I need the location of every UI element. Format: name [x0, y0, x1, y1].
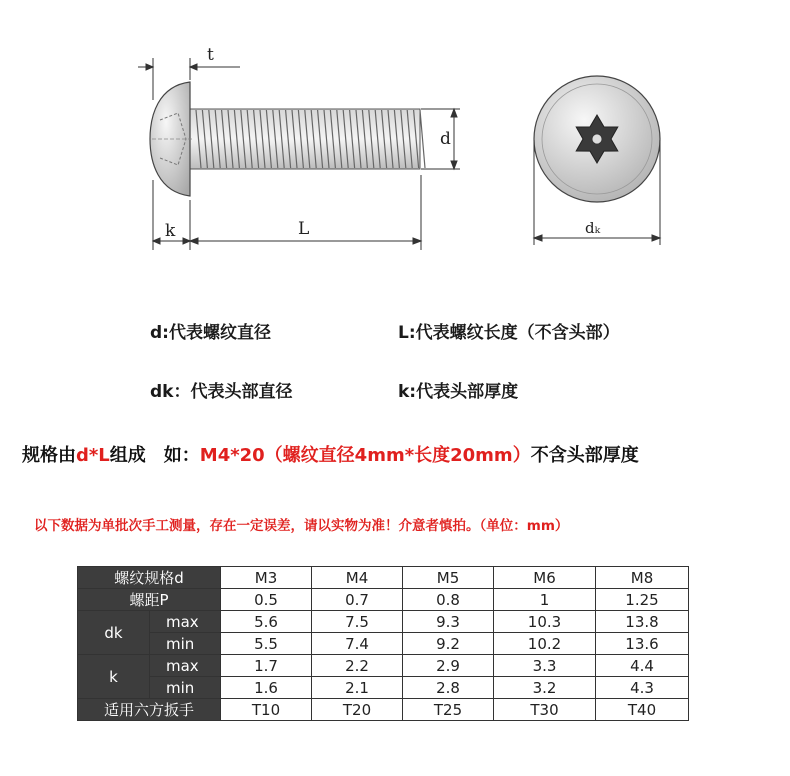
- screw-technical-drawing: [0, 0, 790, 290]
- spec-tail: 不含头部厚度: [530, 445, 639, 466]
- table-cell: T25: [403, 699, 494, 721]
- table-cell: 13.6: [596, 633, 689, 655]
- table-cell: 0.7: [312, 589, 403, 611]
- legend-L: L:代表螺纹长度（不含头部）: [398, 323, 620, 343]
- table-cell: M8: [596, 567, 689, 589]
- label-d: d: [440, 129, 451, 149]
- table-cell: 7.4: [312, 633, 403, 655]
- legend-dk: dk：代表头部直径: [150, 382, 293, 402]
- wrench-label: 适用六方扳手: [78, 699, 221, 721]
- table-cell: M5: [403, 567, 494, 589]
- size-label: 螺纹规格d: [78, 567, 221, 589]
- table-row-dk-max: [78, 611, 689, 633]
- table-row-k-min: [78, 677, 689, 699]
- table-cell: 1.7: [221, 655, 312, 677]
- table-cell: 3.3: [494, 655, 596, 677]
- table-cell: 4.4: [596, 655, 689, 677]
- table-cell: 5.5: [221, 633, 312, 655]
- pitch-label: 螺距P: [78, 589, 221, 611]
- table-cell: 1.6: [221, 677, 312, 699]
- table-row-k-max: [78, 655, 689, 677]
- table-cell: 0.8: [403, 589, 494, 611]
- label-dk: dₖ: [585, 219, 601, 237]
- label-L: L: [298, 219, 310, 239]
- table-cell: T20: [312, 699, 403, 721]
- table-cell: 3.2: [494, 677, 596, 699]
- table-cell: 5.6: [221, 611, 312, 633]
- table-cell: 0.5: [221, 589, 312, 611]
- torx-pin: [592, 134, 602, 144]
- spec-suffix: 组成 如：: [109, 445, 200, 466]
- label-t: t: [207, 45, 214, 65]
- label-k: k: [165, 221, 176, 241]
- spec-prefix: 规格由: [22, 445, 76, 466]
- table-cell: T10: [221, 699, 312, 721]
- table-cell: 2.1: [312, 677, 403, 699]
- table-row-pitch: [78, 589, 689, 611]
- table-cell: 9.2: [403, 633, 494, 655]
- legend-d: d:代表螺纹直径: [150, 323, 271, 343]
- screw-head-front-view: [534, 76, 660, 202]
- table-cell: T30: [494, 699, 596, 721]
- table-cell: 9.3: [403, 611, 494, 633]
- table-cell: 13.8: [596, 611, 689, 633]
- screw-side-view: [150, 82, 425, 196]
- table-cell: T40: [596, 699, 689, 721]
- table-cell: 10.3: [494, 611, 596, 633]
- dimension-k-l: [153, 175, 421, 250]
- spec-line: [22, 441, 639, 467]
- max-label: max: [150, 655, 221, 677]
- min-label: min: [150, 677, 221, 699]
- table-cell: M6: [494, 567, 596, 589]
- min-label: min: [150, 633, 221, 655]
- table-cell: 1: [494, 589, 596, 611]
- table-cell: 10.2: [494, 633, 596, 655]
- spec-example: M4*20（螺纹直径4mm*长度20mm）: [199, 445, 531, 466]
- table-row-dk-min: [78, 633, 689, 655]
- spec-formula: d*L: [76, 445, 110, 466]
- table-cell: 2.2: [312, 655, 403, 677]
- table-cell: M4: [312, 567, 403, 589]
- table-row-wrench: [78, 699, 689, 721]
- thread-line: [420, 110, 425, 168]
- table-cell: 2.9: [403, 655, 494, 677]
- table-cell: 2.8: [403, 677, 494, 699]
- dk-label: dk: [78, 611, 150, 655]
- k-label: k: [78, 655, 150, 699]
- table-cell: 1.25: [596, 589, 689, 611]
- legend-k: k:代表头部厚度: [398, 382, 519, 402]
- table-cell: M3: [221, 567, 312, 589]
- max-label: max: [150, 611, 221, 633]
- table-cell: 4.3: [596, 677, 689, 699]
- table-cell: 7.5: [312, 611, 403, 633]
- measurement-note: 以下数据为单批次手工测量，存在一定误差，请以实物为准！介意者慎拍。（单位：mm）: [34, 518, 569, 534]
- table-row-size: [78, 567, 689, 589]
- spec-table: [77, 566, 689, 721]
